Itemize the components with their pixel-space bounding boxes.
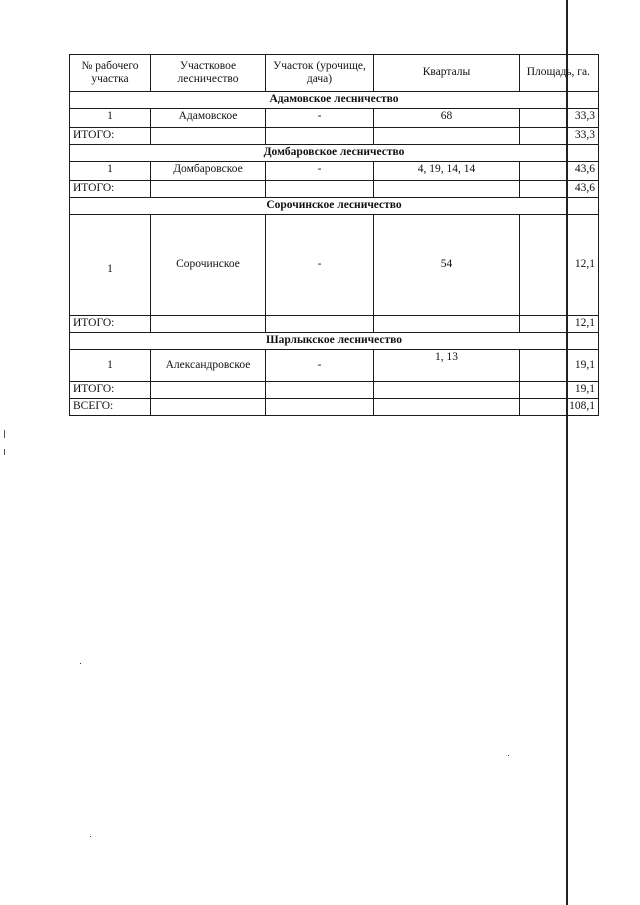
empty-cell [266, 316, 374, 333]
cell-quarters: 68 [374, 109, 520, 128]
grand-total-label: ВСЕГО: [70, 399, 151, 416]
empty-cell [151, 399, 266, 416]
scan-mark [4, 449, 5, 455]
cell-quarters: 54 [374, 215, 520, 316]
header-quarters: Кварталы [374, 55, 520, 92]
header-area: Площадь, га. [520, 55, 599, 92]
total-area: 33,3 [520, 128, 599, 145]
cell-area: 43,6 [520, 162, 599, 181]
grand-total-row [70, 399, 599, 416]
total-row [70, 382, 599, 399]
section-title: Шарлыкское лесничество [70, 333, 599, 350]
cell-site: - [266, 215, 374, 316]
cell-site: - [266, 350, 374, 382]
total-row [70, 181, 599, 198]
total-row [70, 128, 599, 145]
empty-cell [374, 382, 520, 399]
table-row [70, 350, 599, 382]
empty-cell [151, 382, 266, 399]
header-plot-no: № рабочего участка [70, 55, 151, 92]
section-title: Сорочинское лесничество [70, 198, 599, 215]
empty-cell [151, 316, 266, 333]
total-area: 43,6 [520, 181, 599, 198]
total-label: ИТОГО: [70, 382, 151, 399]
total-label: ИТОГО: [70, 128, 151, 145]
cell-plot-no: 1 [70, 350, 151, 382]
section-title-row [70, 92, 599, 109]
empty-cell [151, 181, 266, 198]
empty-cell [374, 399, 520, 416]
section-title-row [70, 333, 599, 350]
cell-district: Домбаровское [151, 162, 266, 181]
section-title: Адамовское лесничество [70, 92, 599, 109]
scan-speck [508, 755, 509, 756]
cell-district: Адамовское [151, 109, 266, 128]
cell-plot-no: 1 [70, 162, 151, 181]
table-row [70, 215, 599, 316]
cell-district: Александровское [151, 350, 266, 382]
forest-plots-table [69, 54, 599, 416]
scan-speck [90, 836, 91, 837]
section-title: Домбаровское лесничество [70, 145, 599, 162]
table-header-row [70, 55, 599, 92]
total-area: 19,1 [520, 382, 599, 399]
header-forestry-district: Участковое лесничество [151, 55, 266, 92]
empty-cell [266, 399, 374, 416]
cell-area: 12,1 [520, 215, 599, 316]
section-title-row [70, 145, 599, 162]
total-area: 12,1 [520, 316, 599, 333]
cell-plot-no: 1 [70, 109, 151, 128]
empty-cell [374, 128, 520, 145]
grand-total-area: 108,1 [520, 399, 599, 416]
table-row [70, 162, 599, 181]
total-row [70, 316, 599, 333]
scan-mark [4, 430, 5, 438]
section-title-row [70, 198, 599, 215]
table-row [70, 109, 599, 128]
cell-district: Сорочинское [151, 215, 266, 316]
empty-cell [374, 181, 520, 198]
total-label: ИТОГО: [70, 316, 151, 333]
cell-area: 19,1 [520, 350, 599, 382]
empty-cell [266, 128, 374, 145]
scan-speck [80, 663, 81, 664]
cell-plot-no: 1 [70, 215, 151, 316]
header-site: Участок (урочище, дача) [266, 55, 374, 92]
cell-quarters: 4, 19, 14, 14 [374, 162, 520, 181]
empty-cell [374, 316, 520, 333]
cell-quarters: 1, 13 [374, 350, 520, 382]
cell-site: - [266, 162, 374, 181]
empty-cell [266, 181, 374, 198]
cell-site: - [266, 109, 374, 128]
empty-cell [266, 382, 374, 399]
empty-cell [151, 128, 266, 145]
total-label: ИТОГО: [70, 181, 151, 198]
cell-area: 33,3 [520, 109, 599, 128]
